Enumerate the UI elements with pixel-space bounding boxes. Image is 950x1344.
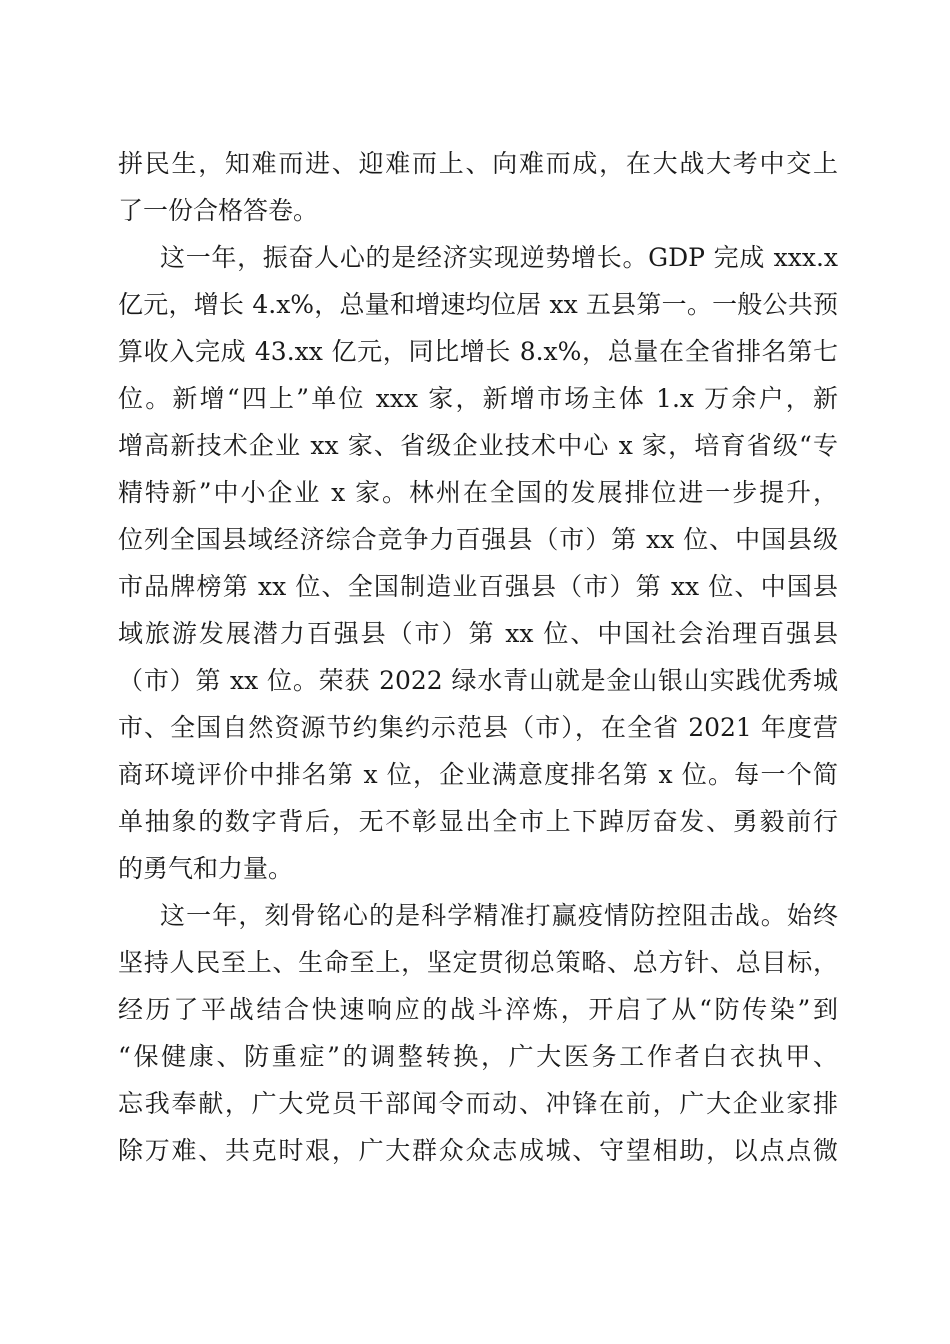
text-line: 增高新技术企业 xx 家、省级企业技术中心 x 家，培育省级“专 [118, 431, 838, 460]
text-line: 单抽象的数字背后，无不彰显出全市上下踔厉奋发、勇毅前行 [118, 807, 838, 836]
text-line: （市）第 xx 位。荣获 2022 绿水青山就是金山银山实践优秀城 [118, 666, 838, 695]
text-line: 亿元，增长 4.x%，总量和增速均位居 xx 五县第一。一般公共预 [118, 290, 838, 319]
text-line: 位。新增“四上”单位 xxx 家，新增市场主体 1.x 万余户，新 [118, 384, 838, 413]
text-line: 精特新”中小企业 x 家。林州在全国的发展排位进一步提升， [118, 478, 838, 507]
text-line: 市、全国自然资源节约集约示范县（市），在全省 2021 年度营 [118, 713, 838, 742]
text-line: 位列全国县域经济综合竞争力百强县（市）第 xx 位、中国县级 [118, 525, 838, 554]
text-line: 这一年，振奋人心的是经济实现逆势增长。GDP 完成 xxx.x [160, 243, 838, 272]
text-line: 了一份合格答卷。 [118, 196, 319, 225]
text-line: 除万难、共克时艰，广大群众众志成城、守望相助，以点点微 [118, 1136, 838, 1165]
text-line: 市品牌榜第 xx 位、全国制造业百强县（市）第 xx 位、中国县 [118, 572, 838, 601]
text-line: 算收入完成 43.xx 亿元，同比增长 8.x%，总量在全省排名第七 [118, 337, 838, 366]
text-line: 的勇气和力量。 [118, 854, 294, 883]
text-line: 坚持人民至上、生命至上，坚定贯彻总策略、总方针、总目标， [118, 948, 838, 977]
text-line: 拼民生，知难而进、迎难而上、向难而成，在大战大考中交上 [118, 149, 838, 178]
text-line: 忘我奉献，广大党员干部闻令而动、冲锋在前，广大企业家排 [118, 1089, 838, 1118]
text-line: 经历了平战结合快速响应的战斗淬炼，开启了从“防传染”到 [118, 995, 838, 1024]
document-body [118, 140, 838, 1174]
text-line: 域旅游发展潜力百强县（市）第 xx 位、中国社会治理百强县 [118, 619, 838, 648]
text-line: “保健康、防重症”的调整转换，广大医务工作者白衣执甲、 [118, 1042, 838, 1071]
text-line: 商环境评价中排名第 x 位，企业满意度排名第 x 位。每一个简 [118, 760, 838, 789]
text-line: 这一年，刻骨铭心的是科学精准打赢疫情防控阻击战。始终 [160, 901, 838, 930]
